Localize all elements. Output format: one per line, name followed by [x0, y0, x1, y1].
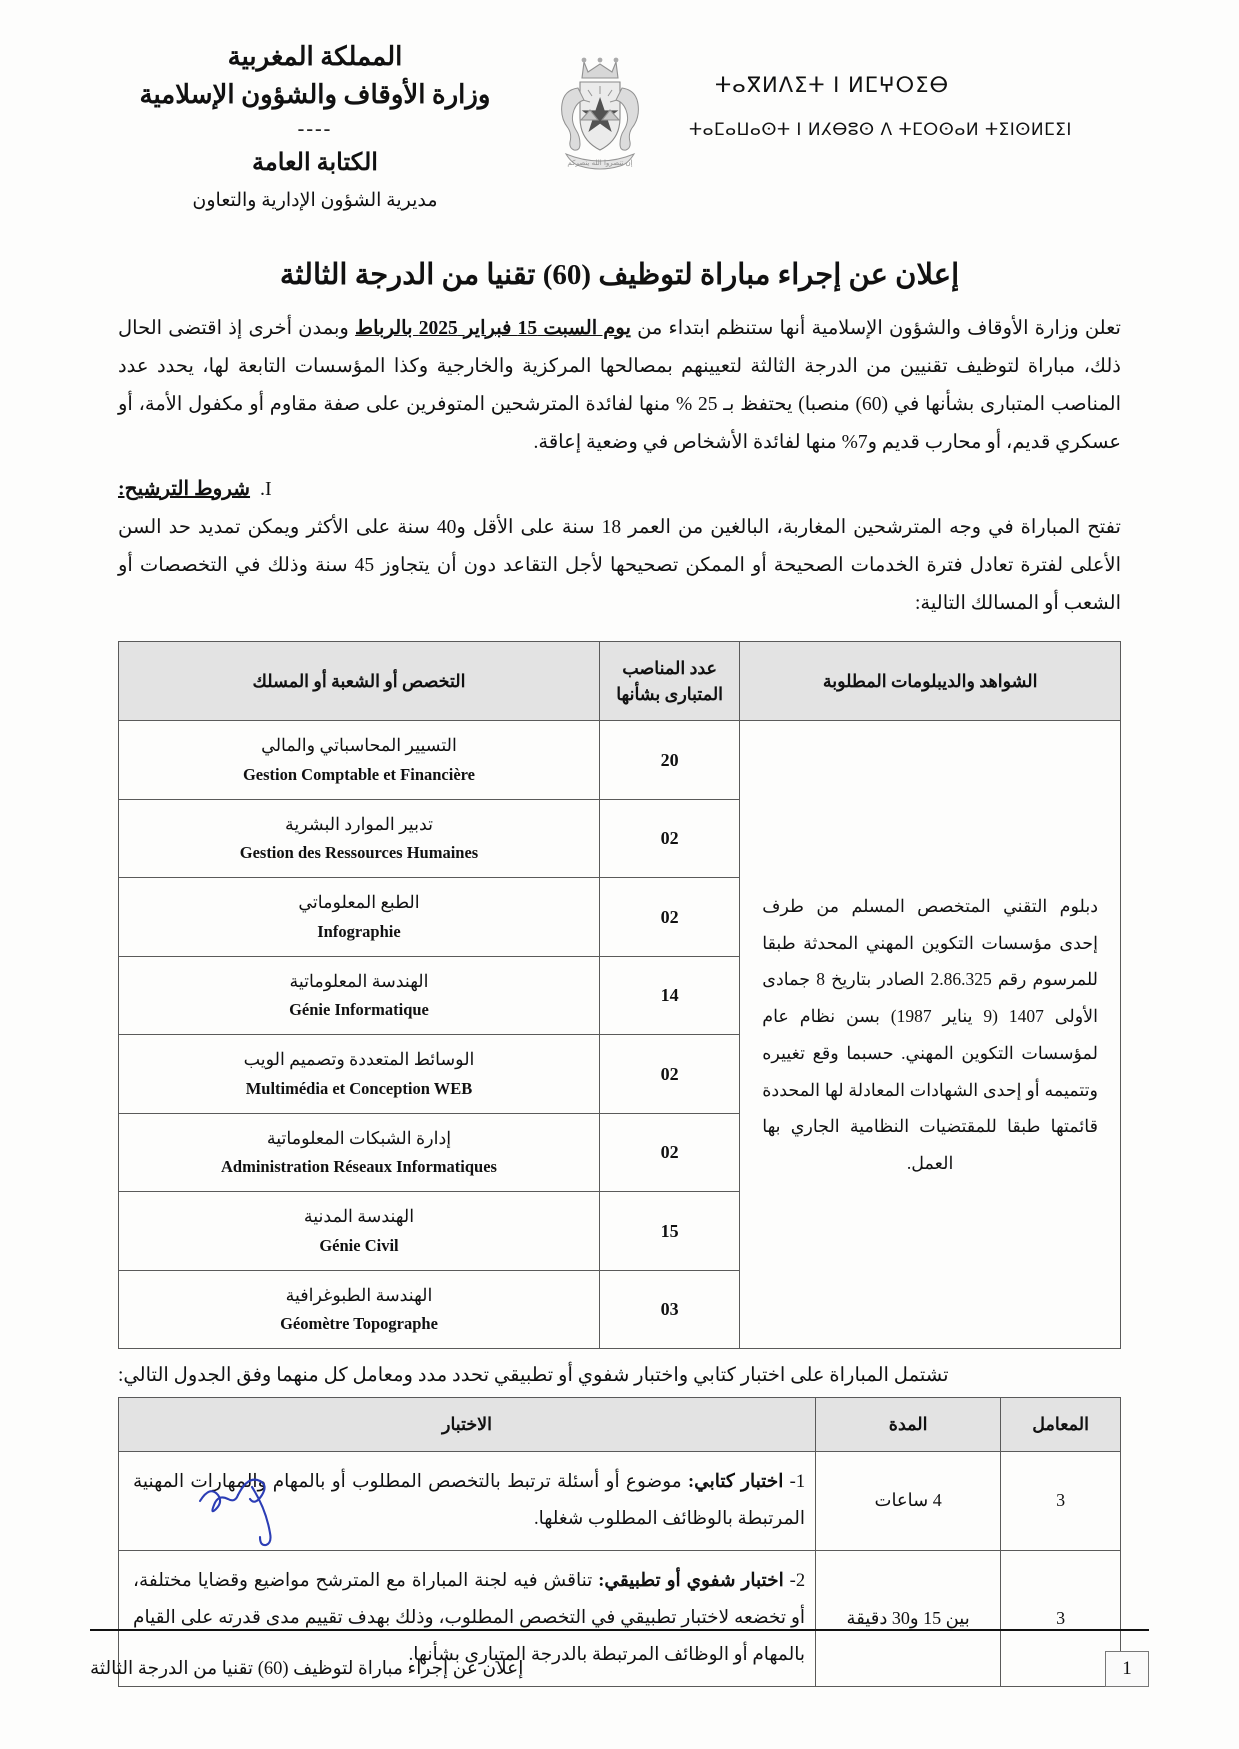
posts-count: 15 [599, 1192, 739, 1271]
exam-coefficient: 3 [1001, 1451, 1121, 1550]
table-header-row [119, 641, 1121, 721]
specialty-cell [119, 1113, 600, 1192]
exam-duration: بين 15 و30 دقيقة [816, 1550, 1001, 1686]
column-header-posts: عدد المناصب المتبارى بشأنها [599, 641, 739, 721]
column-header-duration: المدة [816, 1398, 1001, 1451]
specialty-french: Gestion Comptable et Financière [242, 764, 476, 784]
specialty-cell [119, 878, 600, 957]
svg-text:إن تنصروا الله ينصركم: إن تنصروا الله ينصركم [566, 159, 633, 167]
intro-paragraph [118, 310, 1121, 462]
general-secretariat-label: الكتابة العامة [252, 150, 378, 177]
posts-count: 03 [599, 1270, 739, 1349]
specialty-arabic: إدارة الشبكات المعلوماتية [266, 1127, 452, 1148]
intro-date-highlight: يوم السبت 15 فبراير 2025 بالرباط [355, 317, 631, 339]
exam-duration: 4 ساعات [816, 1451, 1001, 1550]
specialty-french: Multimédia et Conception WEB [245, 1078, 473, 1098]
table-row [119, 1451, 1121, 1550]
column-header-diploma: الشواهد والديبلومات المطلوبة [740, 641, 1121, 721]
specialty-cell [119, 799, 600, 878]
posts-count: 02 [599, 1113, 739, 1192]
intro-part1: تعلن وزارة الأوقاف والشؤون الإسلامية أنها ستنظم ابتداء من [630, 317, 1121, 339]
document-footer [90, 1651, 1149, 1687]
specialty-arabic: الهندسة الطبوغرافية [285, 1284, 433, 1305]
conditions-label: شروط الترشيح: [118, 477, 251, 500]
tifinagh-ministry-label: ⵜⴰⵎⴰⵡⴰⵙⵜ ⵏ ⵍⵃⴱⵓⵙ ⴷ ⵜⵎⵔⵙⴰⵍ ⵜⵉⵏⵙⵍⵎⵉⵏ [689, 120, 1072, 141]
page-title: إعلان عن إجراء مباراة لتوظيف (60) تقنيا من الدرجة الثالثة [279, 258, 960, 291]
posts-count: 02 [599, 799, 739, 878]
specialty-cell [119, 721, 600, 800]
specialty-cell [119, 1270, 600, 1349]
conditions-heading [118, 476, 1121, 501]
posts-count: 14 [599, 956, 739, 1035]
specialty-arabic: الهندسة المعلوماتية [289, 970, 429, 991]
specialty-arabic: الهندسة المدنية [303, 1206, 415, 1227]
exams-note: تشتمل المباراة على اختبار كتابي واختبار شفوي أو تطبيقي تحدد مدد ومعامل كل منهما وفق الجدول التالي: [118, 1365, 949, 1387]
exam-text: موضوع أو أسئلة ترتبط بالتخصص المطلوب أو بالمهام والمهارات المهنية المرتبطة بالوظائف المطلوب شغلها. [133, 1471, 806, 1529]
specialty-arabic: تدبير الموارد البشرية [284, 813, 434, 834]
conditions-number: I. [260, 477, 272, 500]
exams-table [118, 1397, 1121, 1686]
column-header-specialty: التخصص أو الشعبة أو المسلك [119, 641, 600, 721]
specialty-cell [119, 1192, 600, 1271]
exam-label: اختبار كتابي: [687, 1471, 784, 1492]
table-row [119, 721, 1121, 800]
specialty-arabic: الطبع المعلوماتي [298, 892, 420, 913]
exam-index: 2- [789, 1570, 806, 1591]
posts-count: 02 [599, 878, 739, 957]
page-number: 1 [1105, 1651, 1149, 1687]
specialty-french: Administration Réseaux Informatiques [221, 1157, 497, 1177]
posts-count: 20 [599, 721, 739, 800]
ministry-header-arabic [120, 38, 510, 215]
morocco-coat-of-arms-icon [540, 48, 660, 193]
specialty-arabic: الوسائط المتعددة وتصميم الويب [243, 1049, 475, 1070]
exam-description [119, 1451, 816, 1550]
directorate-label: مديرية الشؤون الإدارية والتعاون [192, 190, 438, 212]
column-header-exam: الاختبار [119, 1398, 816, 1451]
kingdom-label: المملكة المغربية [227, 42, 403, 71]
exam-text: تناقش فيه لجنة المباراة مع المترشح مواضيع وقضايا مختلفة، أو تخضعه لاختبار تطبيقي في التخصص المطلوب، وذلك بهدف تقييم مدى قدرته على القيام بالمهام أو الوظائف المرتبطة بالدرجة المتبارى بشأنها. [133, 1570, 806, 1665]
specialties-table [118, 641, 1121, 1350]
table-header-row [119, 1398, 1121, 1451]
diploma-requirement-cell: دبلوم التقني المتخصص المسلم من طرف إحدى مؤسسات التكوين المهني المحدثة طبقا للمرسوم رقم 2.86.325 الصادر بتاريخ 8 جمادى الأولى 1407 (9 يناير 1987) بسن نظام عام لمؤسسات التكوين المهني. حسبما وقع تغييره وتتميمه أو إحدى الشهادات المعادلة لها المحددة قائمتها طبقا للمقتضيات النظامية الجاري بها العمل. [740, 721, 1121, 1349]
ministry-label: وزارة الأوقاف والشؤون الإسلامية [139, 79, 491, 109]
specialty-french: Géomètre Topographe [280, 1314, 438, 1334]
header-divider: ---- [297, 118, 333, 141]
column-header-coefficient: المعامل [1001, 1398, 1121, 1451]
ministry-header-tifinagh [689, 38, 1119, 151]
specialty-french: Génie Civil [319, 1235, 399, 1255]
conditions-paragraph: تفتح المباراة في وجه المترشحين المغاربة، البالغين من العمر 18 سنة على الأقل و40 سنة على الأكثر ويمكن تمديد حد السن الأعلى لفترة تعادل فترة الخدمات الصحيحة أو الممكن تصحيحها لأجل التقاعد دون أن يتجاوز 45 سنة وذلك في التخصصات أو الشعب أو المسالك التالية: [118, 516, 1121, 614]
footer-divider [90, 1629, 1149, 1631]
exam-label: اختبار شفوي أو تطبيقي: [598, 1570, 784, 1591]
exam-coefficient: 3 [1001, 1550, 1121, 1686]
specialty-french: Gestion des Ressources Humaines [239, 843, 479, 863]
specialty-arabic: التسيير المحاسباتي والمالي [261, 735, 457, 756]
document-header [0, 0, 1239, 215]
specialty-french: Génie Informatique [289, 1000, 429, 1020]
tifinagh-kingdom-label: ⵜⴰⴳⵍⴷⵉⵜ ⵏ ⵍⵎⵖⵔⵉⴱ [715, 73, 950, 97]
posts-count: 02 [599, 1035, 739, 1114]
footer-title: إعلان عن إجراء مباراة لتوظيف (60) تقنيا من الدرجة الثالثة [90, 1659, 524, 1679]
intro-part2: وبمدن أخرى إذ اقتضى الحال ذلك، مباراة لتوظيف تقنيين من الدرجة الثالثة لتعيينهم بمصالحها المركزية والخارجية وكذا المؤسسات التابعة لها، يحدد عدد المناصب المتبارى بشأنها في (60) منصبا) يحتفظ بـ 25 % منها لفائدة المترشحين المتوفرين على صفة مقاوم أو مكفول الأمة، أو عسكري قديم، أو محارب قديم و7% منها لفائدة الأشخاص في وضعية إعاقة. [118, 317, 1121, 453]
specialty-french: Infographie [317, 921, 401, 941]
specialty-cell [119, 956, 600, 1035]
specialty-cell [119, 1035, 600, 1114]
exam-index: 1- [789, 1471, 806, 1492]
